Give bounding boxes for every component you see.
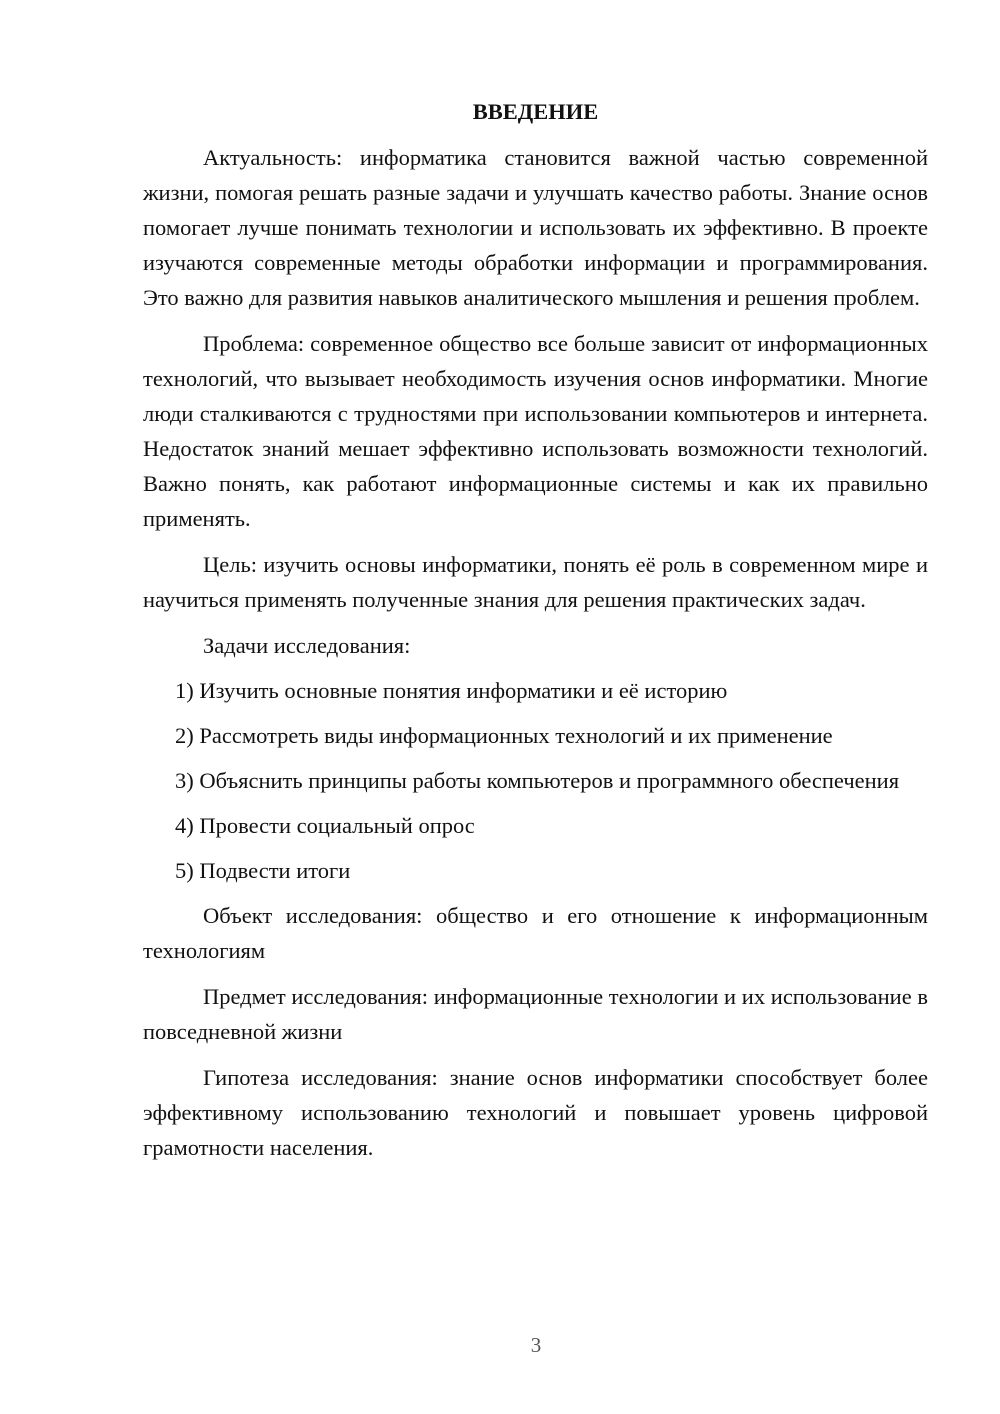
paragraph-object: Объект исследования: общество и его отношение к информационным технологиям bbox=[143, 903, 928, 963]
task-item-2: 2) Рассмотреть виды информационных технологий и их применение bbox=[175, 723, 833, 748]
task-item-1: 1) Изучить основные понятия информатики и её историю bbox=[175, 678, 728, 703]
paragraph-goal: Цель: изучить основы информатики, понять её роль в современном мире и научиться применять полученные знания для решения практических задач. bbox=[143, 552, 928, 612]
paragraph-hypothesis: Гипотеза исследования: знание основ информатики способствует более эффективному использованию технологий и повышает уровень цифровой грамотности населения. bbox=[143, 1065, 928, 1160]
page-number: 3 bbox=[530, 1333, 542, 1357]
paragraph-relevance: Актуальность: информатика становится важной частью современной жизни, помогая решать разные задачи и улучшать качество работы. Знание основ помогает лучше понимать технологии и использовать их эффективно. В проекте изучаются современные методы обработки информации и программирования. Это важно для развития навыков аналитического мышления и решения проблем. bbox=[143, 145, 928, 310]
task-item-5: 5) Подвести итоги bbox=[175, 858, 351, 883]
paragraph-subject: Предмет исследования: информационные технологии и их использование в повседневной жизни bbox=[143, 984, 928, 1044]
section-title: ВВЕДЕНИЕ bbox=[472, 99, 599, 124]
task-item-4: 4) Провести социальный опрос bbox=[175, 813, 475, 838]
tasks-heading: Задачи исследования: bbox=[203, 633, 411, 658]
document-page bbox=[143, 94, 928, 1176]
paragraph-problem: Проблема: современное общество все больше зависит от информационных технологий, что вызывает необходимость изучения основ информатики. Многие люди сталкиваются с трудностями при использовании компьютеров и интернета. Недостаток знаний мешает эффективно использовать возможности технологий. Важно понять, как работают информационные системы и как их правильно применять. bbox=[143, 331, 928, 531]
task-item-3: 3) Объяснить принципы работы компьютеров и программного обеспечения bbox=[175, 768, 900, 793]
